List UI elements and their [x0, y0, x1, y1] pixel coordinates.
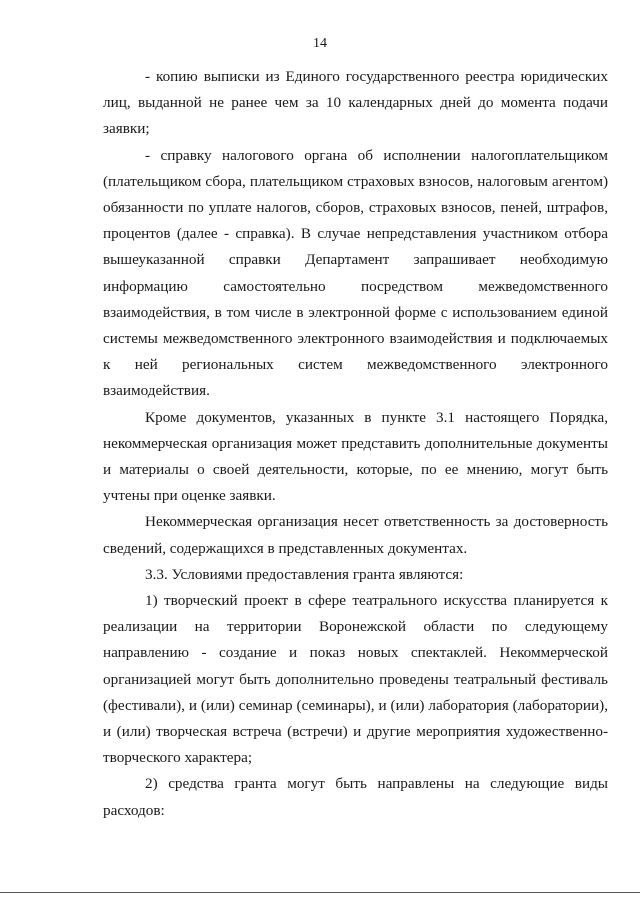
paragraph-responsibility: Некоммерческая организация несет ответственность за достоверность сведений, содержащихся в представленных документах.	[103, 513, 608, 557]
page-bottom-rule	[0, 892, 640, 893]
paragraph-section-3-3-heading: 3.3. Условиями предоставления гранта являются:	[145, 565, 464, 583]
paragraph-condition-1: 1) творческий проект в сфере театрального искусства планируется к реализации на территории Воронежской области по следующему направлению - создание и показ новых спектаклей. Некоммерческой организацией могут быть дополнительно проведены театральный фестиваль (фестивали), и (или) семинар (семинары), и (или) лаборатория (лаборатории), и (или) творческая встреча (встречи) и другие мероприятия художественно-творческого характера;	[103, 592, 608, 767]
paragraph-additional-documents: Кроме документов, указанных в пункте 3.1 настоящего Порядка, некоммерческая организация может представить дополнительные документы и материалы о своей деятельности, которые, по ее мнению, могут быть учтены при оценке заявки.	[103, 408, 608, 505]
document-body	[103, 64, 608, 824]
page-number: 14	[313, 36, 327, 51]
paragraph-condition-2: 2) средства гранта могут быть направлены на следующие виды расходов:	[103, 775, 608, 819]
paragraph-tax-certificate: - справку налогового органа об исполнении налогоплательщиком (плательщиком сбора, плательщиком страховых взносов, налоговым агентом) обязанности по уплате налогов, сборов, страховых взносов, пеней, штрафов, процентов (далее - справка). В случае непредставления участником отбора вышеуказанной справки Департамент запрашивает необходимую информацию самостоятельно посредством межведомственного взаимодействия, в том числе в электронной форме с использованием единой системы межведомственного электронного взаимодействия и подключаемых к ней региональных систем межведомственного электронного взаимодействия.	[103, 146, 608, 400]
paragraph-egrul-extract: - копию выписки из Единого государственного реестра юридических лиц, выданной не ранее чем за 10 календарных дней до момента подачи заявки;	[103, 68, 608, 138]
